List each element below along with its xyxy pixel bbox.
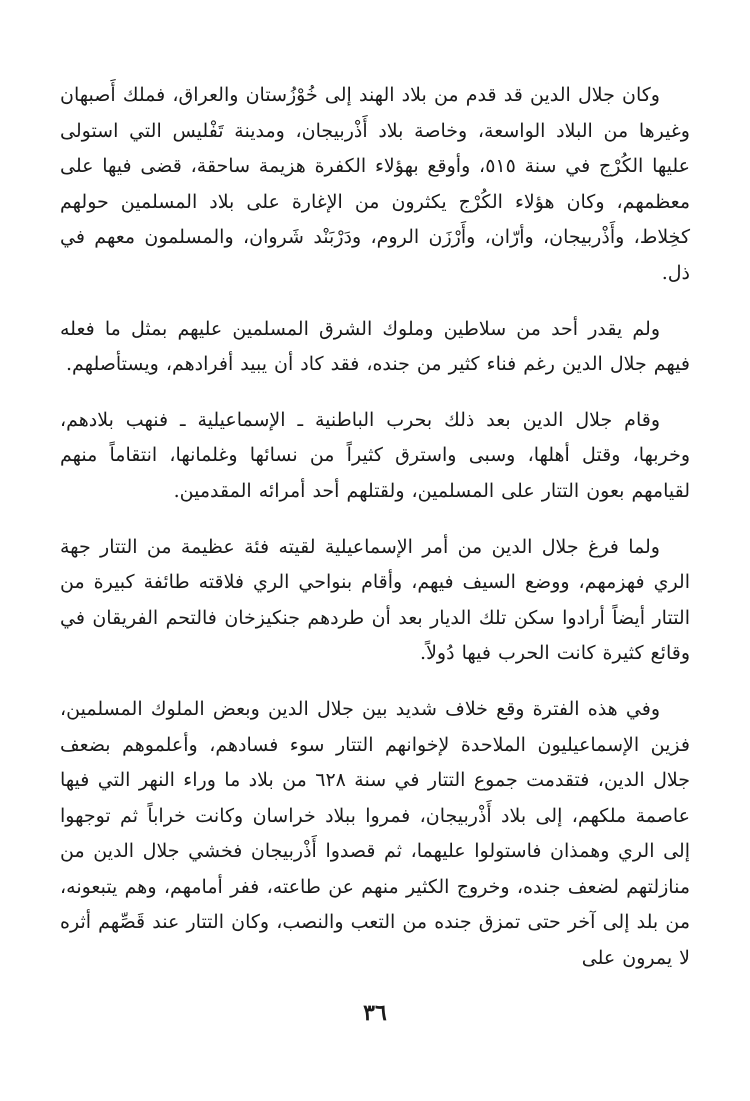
paragraph-3: وقام جلال الدين بعد ذلك بحرب الباطنية ـ الإسماعيلية ـ فنهب بلادهم، وخربها، وقتل أهلها، وسبى واسترق كثيراً من نسائها وغلمانها، انتقاماً منهم لقيامهم بعون التتار على المسلمين، ولقتلهم أحد أمرائه المقدمين. [60, 408, 690, 502]
paragraph-5: وفي هذه الفترة وقع خلاف شديد بين جلال الدين وبعض الملوك المسلمين، فزين الإسماعيليون الملاحدة لإخوانهم التتار سوء فسادهم، وأعلموهم بضعف جلال الدين، فتقدمت جموع التتار في سنة ٦٢٨ من بلاد ما وراء النهر التي فيها عاصمة ملكهم، إلى بلاد أَذْربيجان، فمروا ببلاد خراسان وكانت خراباً ثم توجهوا إلى الري وهمذان فاستولوا عليهما، ثم قصدوا أَذْربيجان فخشي جلال الدين من منازلتهم لضعف جنده، وخروج الكثير منهم عن طاعته، ففر أمامهم، وهم يتبعونه، من بلد إلى آخر حتى تمزق جنده من التعب والنصب، وكان التتار عند قَصِّهم أثره لا يمرون على [60, 697, 691, 970]
page-number: ٣٦ [363, 1000, 387, 1026]
page-body [60, 78, 690, 997]
paragraph-1: وكان جلال الدين قد قدم من بلاد الهند إلى خُوْزُستان والعراق، فملك أَصبهان وغيرها من البلاد الواسعة، وخاصة بلاد أَذْربيجان، ومدينة تَفْليس التي استولى عليها الكُرْج في سنة ٥١٥، وأوقع بهؤلاء الكفرة هزيمة ساحقة، قضى فيها على معظمهم، وكان هؤلاء الكُرْج يكثرون من الإغارة على بلاد المسلمين حولهم كخِلاط، وأَذْربيجان، وأرّان، وأَرْزَن الروم، ودَرْبَنْد شَروان، والمسلمون معهم في ذل. [60, 84, 690, 284]
paragraph-4: ولما فرغ جلال الدين من أمر الإسماعيلية لقيته فئة عظيمة من التتار جهة الري فهزمهم، ووضع السيف فيهم، وأقام بنواحي الري فلاقته طائفة كبيرة من التتار أيضاً أرادوا سكن تلك الديار بعد أن طردهم جنكيزخان فالتحم الفريقان في وقائع كثيرة كانت الحرب فيها دُولاً. [60, 535, 690, 665]
paragraph-2: ولم يقدر أحد من سلاطين وملوك الشرق المسلمين عليهم بمثل ما فعله فيهم جلال الدين رغم فناء كثير من جنده، فقد كاد أن يبيد أفرادهم، ويستأصلهم. [60, 317, 690, 376]
